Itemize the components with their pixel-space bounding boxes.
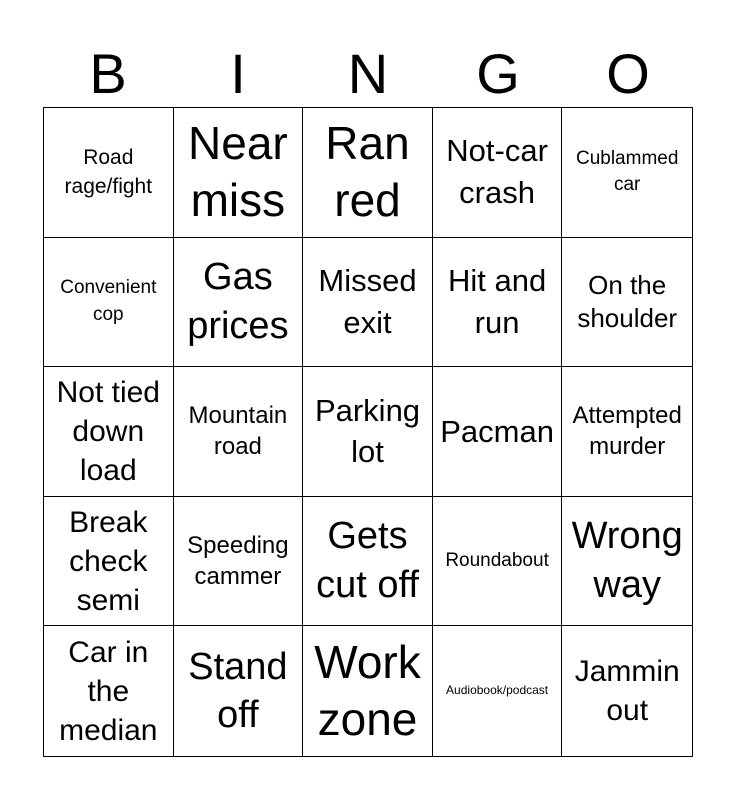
cell-line: Gas	[203, 256, 273, 299]
header-letter-o: O	[606, 42, 650, 105]
bingo-cell[interactable]	[44, 626, 174, 756]
bingo-cell[interactable]	[44, 367, 174, 497]
cell-line: Audiobook/podcast	[446, 683, 549, 698]
cell-line: miss	[190, 174, 286, 227]
cell-line: median	[59, 713, 158, 747]
header-letter-i: I	[230, 42, 246, 105]
bingo-cell[interactable]	[303, 626, 433, 756]
bingo-cell[interactable]	[303, 497, 433, 627]
bingo-cell[interactable]	[562, 108, 692, 238]
cell-line: Stand	[188, 645, 288, 688]
bingo-cell[interactable]	[44, 497, 174, 627]
bingo-cell[interactable]	[303, 108, 433, 238]
cell-line: run	[474, 304, 520, 340]
cell-line: Hit and	[447, 263, 547, 299]
bingo-cell[interactable]	[562, 238, 692, 368]
cell-line: Mountain	[188, 402, 288, 430]
cell-line: load	[79, 453, 137, 487]
bingo-cell[interactable]	[433, 626, 563, 756]
cell-line: off	[217, 694, 259, 737]
cell-line: Car in	[68, 635, 149, 669]
bingo-cell[interactable]	[562, 626, 692, 756]
cell-line: prices	[187, 304, 289, 347]
cell-line: exit	[343, 304, 392, 340]
cell-line: Gets	[327, 515, 408, 558]
bingo-cell[interactable]	[174, 497, 304, 627]
cell-line: On the	[588, 270, 667, 301]
cell-line: cop	[92, 303, 124, 325]
cell-line: Road	[83, 145, 134, 169]
cell-line: Jammin	[574, 655, 680, 689]
header-letter-b: B	[89, 42, 127, 105]
cell-line: lot	[351, 434, 384, 470]
cell-line: shoulder	[577, 302, 678, 333]
cell-line: Work	[314, 635, 421, 688]
cell-line: road	[213, 433, 262, 461]
header-letter-n: N	[347, 42, 389, 105]
bingo-cell[interactable]	[433, 238, 563, 368]
bingo-cell[interactable]	[44, 238, 174, 368]
cell-line: zone	[317, 693, 418, 746]
cell-line: the	[87, 674, 130, 708]
cell-line: Cublammed	[575, 147, 679, 169]
cell-line: Roundabout	[445, 549, 549, 571]
bingo-cell[interactable]	[174, 626, 304, 756]
cell-line: Convenient	[60, 277, 157, 299]
cell-line: Speeding	[187, 531, 289, 559]
cell-line: rage/fight	[64, 175, 153, 199]
cell-line: check	[69, 544, 148, 578]
cell-line: cut off	[316, 564, 419, 607]
cell-line: Parking	[314, 392, 421, 428]
cell-line: way	[593, 564, 661, 607]
cell-line: crash	[459, 175, 535, 211]
cell-line: Near	[188, 116, 288, 169]
cell-line: semi	[76, 583, 140, 617]
bingo-cell[interactable]	[174, 238, 304, 368]
bingo-cell[interactable]	[303, 367, 433, 497]
cell-line: Break	[69, 505, 148, 539]
bingo-board	[43, 107, 693, 757]
bingo-cell[interactable]	[562, 367, 692, 497]
bingo-cell[interactable]	[44, 108, 174, 238]
cell-line: Pacman	[440, 413, 554, 449]
bingo-cell[interactable]	[174, 367, 304, 497]
cell-line: Not tied	[56, 375, 160, 409]
cell-line: red	[334, 174, 401, 227]
header-letter-g: G	[476, 42, 520, 105]
cell-line: cammer	[194, 563, 282, 591]
bingo-cell[interactable]	[433, 108, 563, 238]
bingo-cell[interactable]	[433, 367, 563, 497]
cell-line: Ran	[325, 116, 410, 169]
bingo-header	[43, 40, 693, 108]
bingo-cell[interactable]	[174, 108, 304, 238]
cell-line: down	[72, 414, 145, 448]
bingo-cell[interactable]	[562, 497, 692, 627]
cell-line: out	[606, 694, 649, 728]
cell-line: Not-car	[446, 133, 548, 169]
bingo-cell[interactable]	[303, 238, 433, 368]
cell-line: murder	[589, 433, 666, 461]
cell-line: Wrong	[571, 515, 683, 558]
cell-line: car	[613, 174, 641, 196]
bingo-cell[interactable]	[433, 497, 563, 627]
cell-line: Missed	[318, 263, 417, 299]
cell-line: Attempted	[572, 402, 682, 430]
